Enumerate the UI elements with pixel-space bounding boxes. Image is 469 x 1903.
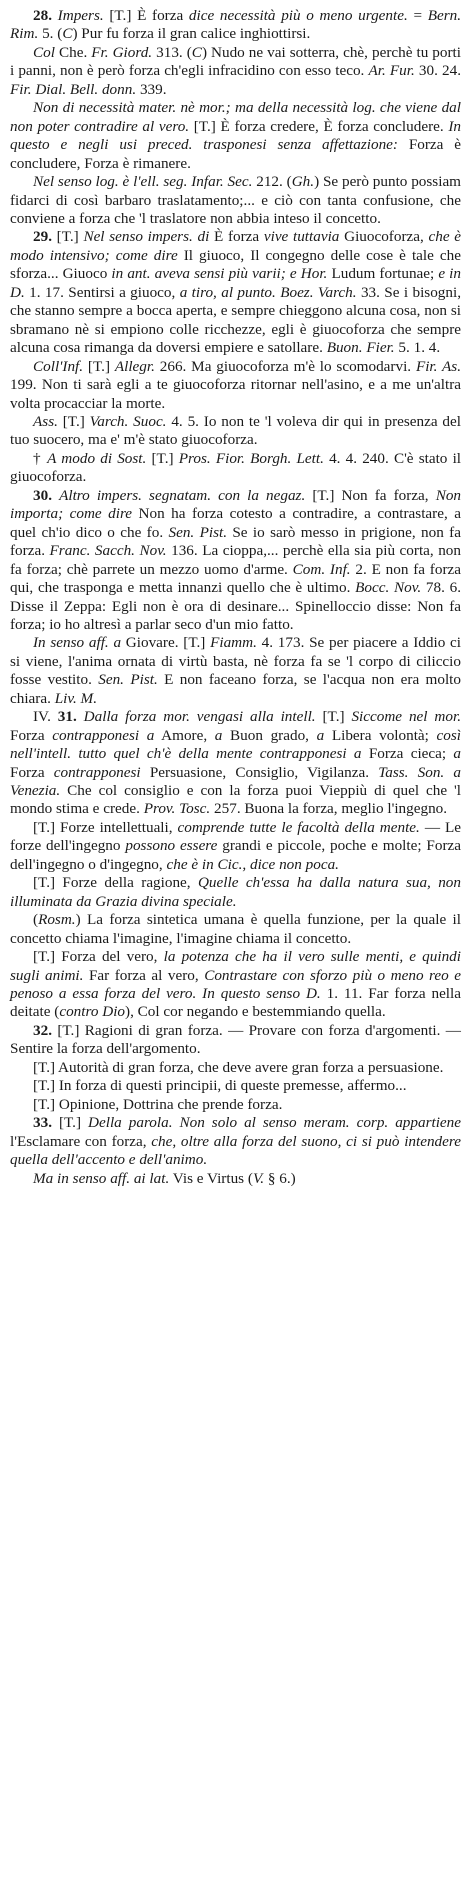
entry-33-vis-virtus: Ma in senso aff. ai lat. Vis e Virtus (V. § 6.): [33, 1169, 296, 1187]
entry-28: 28. Impers. [T.] È forza dice necessità più o meno urgente. = Bern. Rim. 5. (C) Pur fu forza il gran calice inghiottirsi.: [10, 7, 462, 43]
entry-29-as-noun: † A modo di Sost. [T.] Pros. Fior. Borgh. Lett. 4. 4. 240. C'è stato il giuocoforza.: [10, 449, 462, 486]
entry-30-giovare: In senso aff. a Giovare. [T.] Fiamm. 4. 173. Se per piacere a Iddio ci si viene, l'anima ornata di virtù basta, nè forza fa se 'l corpo di ciliccio fosse vestito. Sen. Pist. E non faceano forza, se l'acqua non era molto chiara. Liv. M.: [10, 634, 461, 707]
entry-31-forze-intellettuali: [T.] Forze intellettuali, comprende tutte le facoltà della mente. — Le forze dell'ingegno possono essere grandi e piccole, poche e molte; Forza dell'ingegno o d'ingegno, che è in Cic., dice non poca.: [10, 818, 461, 873]
entry-31-forza-vero: [T.] Forza del vero, la potenza che ha il vero sulle menti, e quindi sugli animi. Far forza al vero, Contrastare con sforzo più o meno reo e penoso a essa forza del vero. In questo senso D. 1. 11. Far forza nella deitate (contro Dio), Col cor negando e bestemmiando quella.: [10, 948, 461, 1021]
entry-31-forze-ragione: [T.] Forze della ragione, Quelle ch'essa ha dalla natura sua, non illuminata da Grazia divina speciale.: [10, 874, 461, 910]
entry-28-logical-ellipsis: Nel senso log. è l'ell. seg. Infar. Sec. 212. (Gh.) Se però punto possiam fidarci di così barbaro traslatamento;... e ciò con tanta confusione, che conviene a forza che 'l traslatore non abbia inteso il concetto.: [10, 173, 461, 227]
entry-32-autorita: [T.] Autorità di gran forza, che deve avere gran forza a persuasione.: [33, 1058, 444, 1076]
entry-28-logical-necessity: Non di necessità mater. nè mor.; ma della necessità log. che viene dal non poter contradire al vero. [T.] È forza credere, È forza concludere. In questo e negli usi preced. trasponesi senza affettazione: Forza è concludere, Forza è rimanere.: [10, 99, 461, 172]
entry-31-forza-sintetica: (Rosm.) La forza sintetica umana è quella funzione, per la quale il concetto chiama l'imagine, l'imagine chiama il concetto.: [10, 911, 461, 947]
entry-29-with-infinitive: Coll'Inf. [T.] Allegr. 266. Ma giuocoforza m'è lo scomodarvi. Fir. As. 199. Non ti sarà egli a te giuocoforza ritornar nell'asino, e a me un'altra volta procacciar la morte.: [10, 357, 462, 412]
entry-31: IV. 31. Dalla forza mor. vengasi alla intell. [T.] Siccome nel mor. Forza contrapponesi a Amore, a Buon grado, a Libera volontà; così nell'intell. tutto quel ch'è della mente contrapponesi a Forza cieca; a Forza contrapponesi Persuasione, Consiglio, Vigilanza. Tass. Son. a Venezia. Che col consiglio e con la forza puoi Vieppiù di quel che 'l mondo stima e crede. Prov. Tosc. 257. Buona la forza, meglio l'ingegno.: [10, 708, 461, 818]
entry-30: 30. Altro impers. segnatam. con la negaz. [T.] Non fa forza, Non importa; come dire Non ha forza cotesto a contradire, a contrastare, a quel ch'io dico o che fo. Sen. Pist. Se io sarò messo in prigione, non fa forza. Franc. Sacch. Nov. 136. La cioppa,... perchè ella sia più corta, non fa forza; chè parrete un mezzo uomo d'arme. Com. Inf. 2. E non fa forza qui, che trasponga e metta innanzi quello che è ultimo. Bocc. Nov. 78. 6. Disse il Zeppa: Egli non è ora di desinare... Spinelloccio disse: Non fa forza; io ho altresì a parlar seco d'un mio fatto.: [10, 486, 462, 633]
entry-32-principii: [T.] In forza di questi principii, di queste premesse, affermo...: [33, 1077, 407, 1095]
entry-33: 33. [T.] Della parola. Non solo al senso meram. corp. appartiene l'Esclamare con forza, che, oltre alla forza del suono, ci si può intendere quella dell'accento e dell'animo.: [10, 1114, 462, 1169]
entry-32: 32. [T.] Ragioni di gran forza. — Provare con forza d'argomenti. — Sentire la forza dell'argomento.: [10, 1021, 461, 1058]
entry-32-opinione: [T.] Opinione, Dottrina che prende forza.: [33, 1095, 283, 1113]
entry-29: 29. [T.] Nel senso impers. di È forza vive tuttavia Giuocoforza, che è modo intensivo; come dire Il giuoco, Il congegno delle cose è tale che sforza... Giuoco in ant. aveva sensi più varii; e Hor. Ludum fortunae; e in D. 1. 17. Sentirsi a giuoco, a tiro, al punto. Boez. Varch. 33. Se i bisogni, che stanno sempre a bocca aperta, e sempre chieggono alcuna cosa, non si sbramano nè si empiono colle ricchezze, egli è giuocoforza che sempre alcuna cosa rimanga da doversi empiere e satollare. Buon. Fier. 5. 1. 4.: [10, 228, 462, 357]
entry-29-absolute: Ass. [T.] Varch. Suoc. 4. 5. Io non te 'l voleva dir qui in presenza del tuo suocero, ma e' m'è stato giuocoforza.: [10, 412, 461, 449]
entry-28-citation-che: Col Che. Fr. Giord. 313. (C) Nudo ne vai sotterra, chè, perchè tu porti i panni, non è però forza ch'egli infracidino con esso teco. Ar. Fur. 30. 24. Fir. Dial. Bell. donn. 339.: [10, 43, 462, 98]
